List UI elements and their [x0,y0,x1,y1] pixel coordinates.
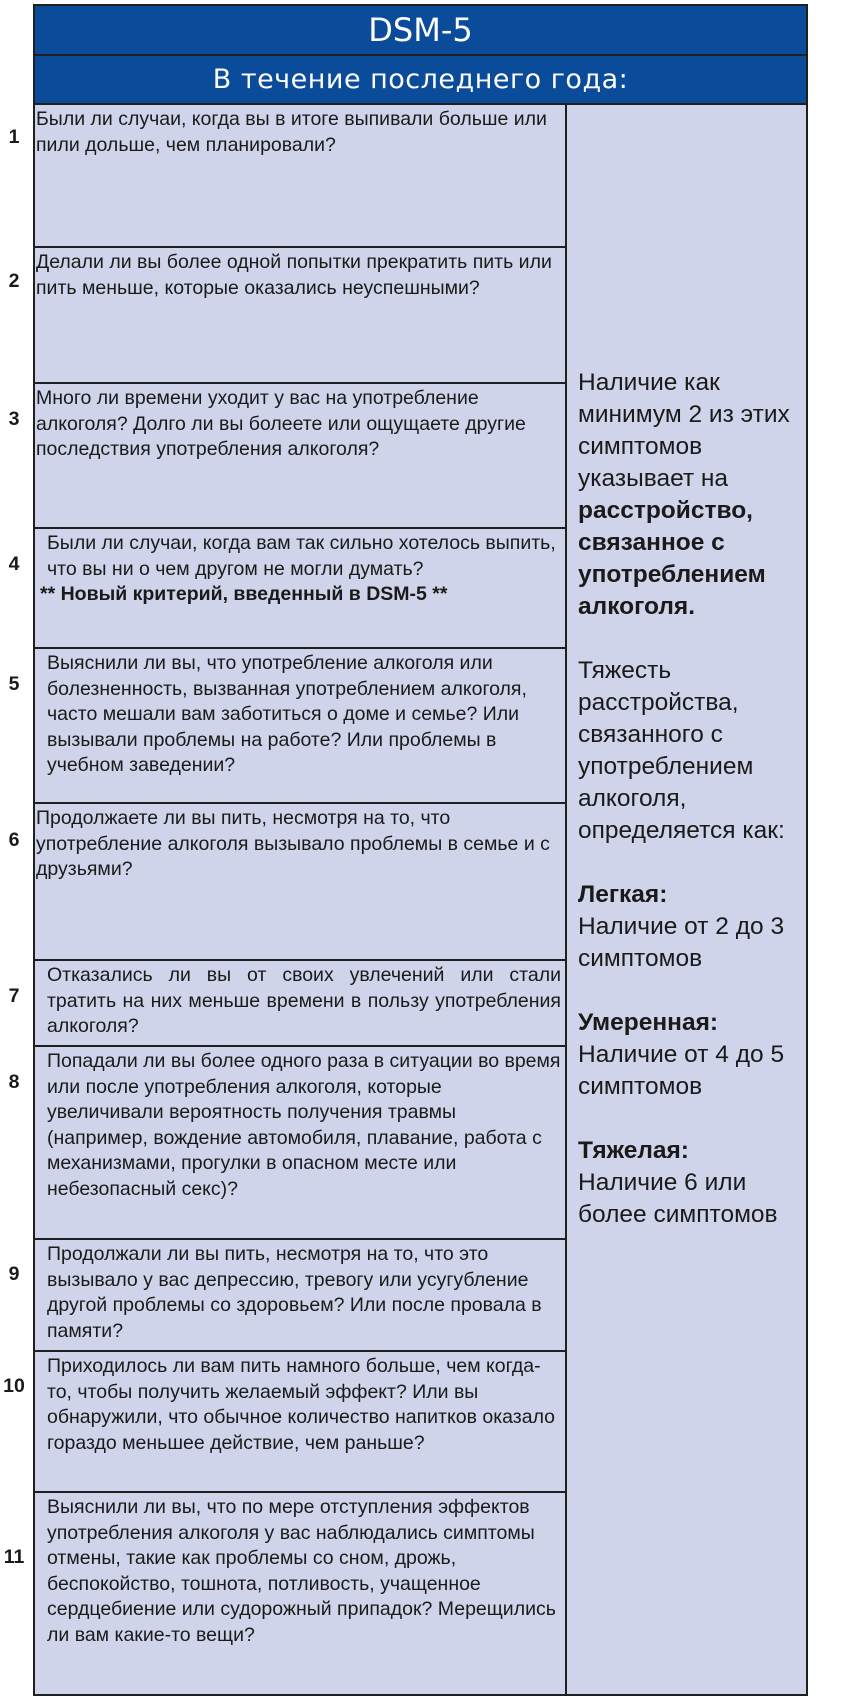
severe-text: Наличие 6 или более симптомов [578,1169,778,1228]
mild-text: Наличие от 2 до 3 симптомов [578,913,785,972]
question-number: 8 [8,1071,20,1093]
moderate-text: Наличие от 4 до 5 симптомов [578,1041,785,1100]
question-number: 1 [8,126,20,148]
question-row [35,649,565,804]
table-title: DSM-5 [35,6,806,56]
question-row [35,529,565,649]
question-number: 10 [3,1375,25,1397]
question-row [35,1047,565,1240]
question-row [35,384,565,529]
question-number: 7 [8,985,20,1007]
criteria-column [567,105,806,1696]
moderate-label: Умеренная: [578,1009,719,1036]
question-text: Много ли времени уходит у вас на употребление алкоголя? Долго ли вы болеете или ощущаете другие последствия употребления алкоголя? [36,387,526,460]
criteria-diagnosis: расстройство, связанное с употреблением алкоголя. [578,497,766,620]
question-text [40,531,561,608]
question-text: Выяснили ли вы, что по мере отступления эффектов употребления алкоголя у вас наблюдались симптомы отмены, такие как проблемы со сном, дрожь, беспокойство, тошнота, потливость, учащенное сердцебиение или судорожный припадок? Мерещились ли вам какие-то вещи? [47,1496,556,1646]
question-text: Были ли случаи, когда вы в итоге выпивали больше или пили дольше, чем планировали? [36,108,547,156]
question-row [35,961,565,1047]
question-text: Приходилось ли вам пить намного больше, чем когда-то, чтобы получить желаемый эффект? Или вы обнаружили, что обычное количество напитков оказало гораздо меньшее действие, чем раньше? [47,1355,556,1454]
question-row [35,1352,565,1493]
question-text: Попадали ли вы более одного раза в ситуации во время или после употребления алкоголя, которые увеличивали вероятность получения травмы (например, вождение автомобиля, плавание, работа с механизмами, прогулки в опасном месте или небезопасный секс)? [47,1050,561,1200]
question-number: 9 [8,1263,20,1285]
criteria-text [578,367,793,1263]
question-body: Были ли случаи, когда вам так сильно хотелось выпить, что вы ни о чем другом не могли думать? [47,532,556,580]
question-number: 5 [8,673,20,695]
question-number: 6 [8,829,20,851]
question-row [35,105,565,248]
severe-label: Тяжелая: [578,1137,689,1164]
question-row [35,1493,565,1696]
question-text: Отказались ли вы от своих увлечений или стали тратить на них меньше времени в пользу употребления алкоголя? [47,964,561,1037]
new-criterion-note: ** Новый критерий, введенный в DSM-5 ** [40,583,448,605]
question-row [35,1240,565,1352]
question-number: 2 [8,270,20,292]
question-text: Делали ли вы более одной попытки прекратить пить или пить меньше, которые оказались неуспешными? [36,251,552,299]
mild-label: Легкая: [578,881,668,908]
table-subtitle: В течение последнего года: [35,56,806,105]
question-number: 4 [8,553,20,575]
question-number: 11 [3,1546,25,1568]
question-number: 3 [8,408,20,430]
question-row [35,804,565,961]
questions-column [35,105,565,1696]
question-text: Продолжали ли вы пить, несмотря на то, что это вызывало у вас депрессию, тревогу или усугубление другой проблемы со здоровьем? Или после провала в памяти? [47,1243,542,1342]
question-row [35,248,565,384]
criteria-intro: Наличие как минимум 2 из этих симптомов указывает на [578,369,790,492]
question-text: Выяснили ли вы, что употребление алкоголя или болезненность, вызванная употреблением алкоголя, часто мешали вам заботиться о доме и семье? Или вызывали проблемы на работе? Или проблемы в учебном заведении? [47,652,527,776]
question-text: Продолжаете ли вы пить, несмотря на то, что употребление алкоголя вызывало проблемы в семье и с друзьями? [36,807,550,880]
dsm5-criteria-table [33,4,808,1696]
severity-description: Тяжесть расстройства, связанного с употреблением алкоголя, определяется как: [578,657,785,844]
